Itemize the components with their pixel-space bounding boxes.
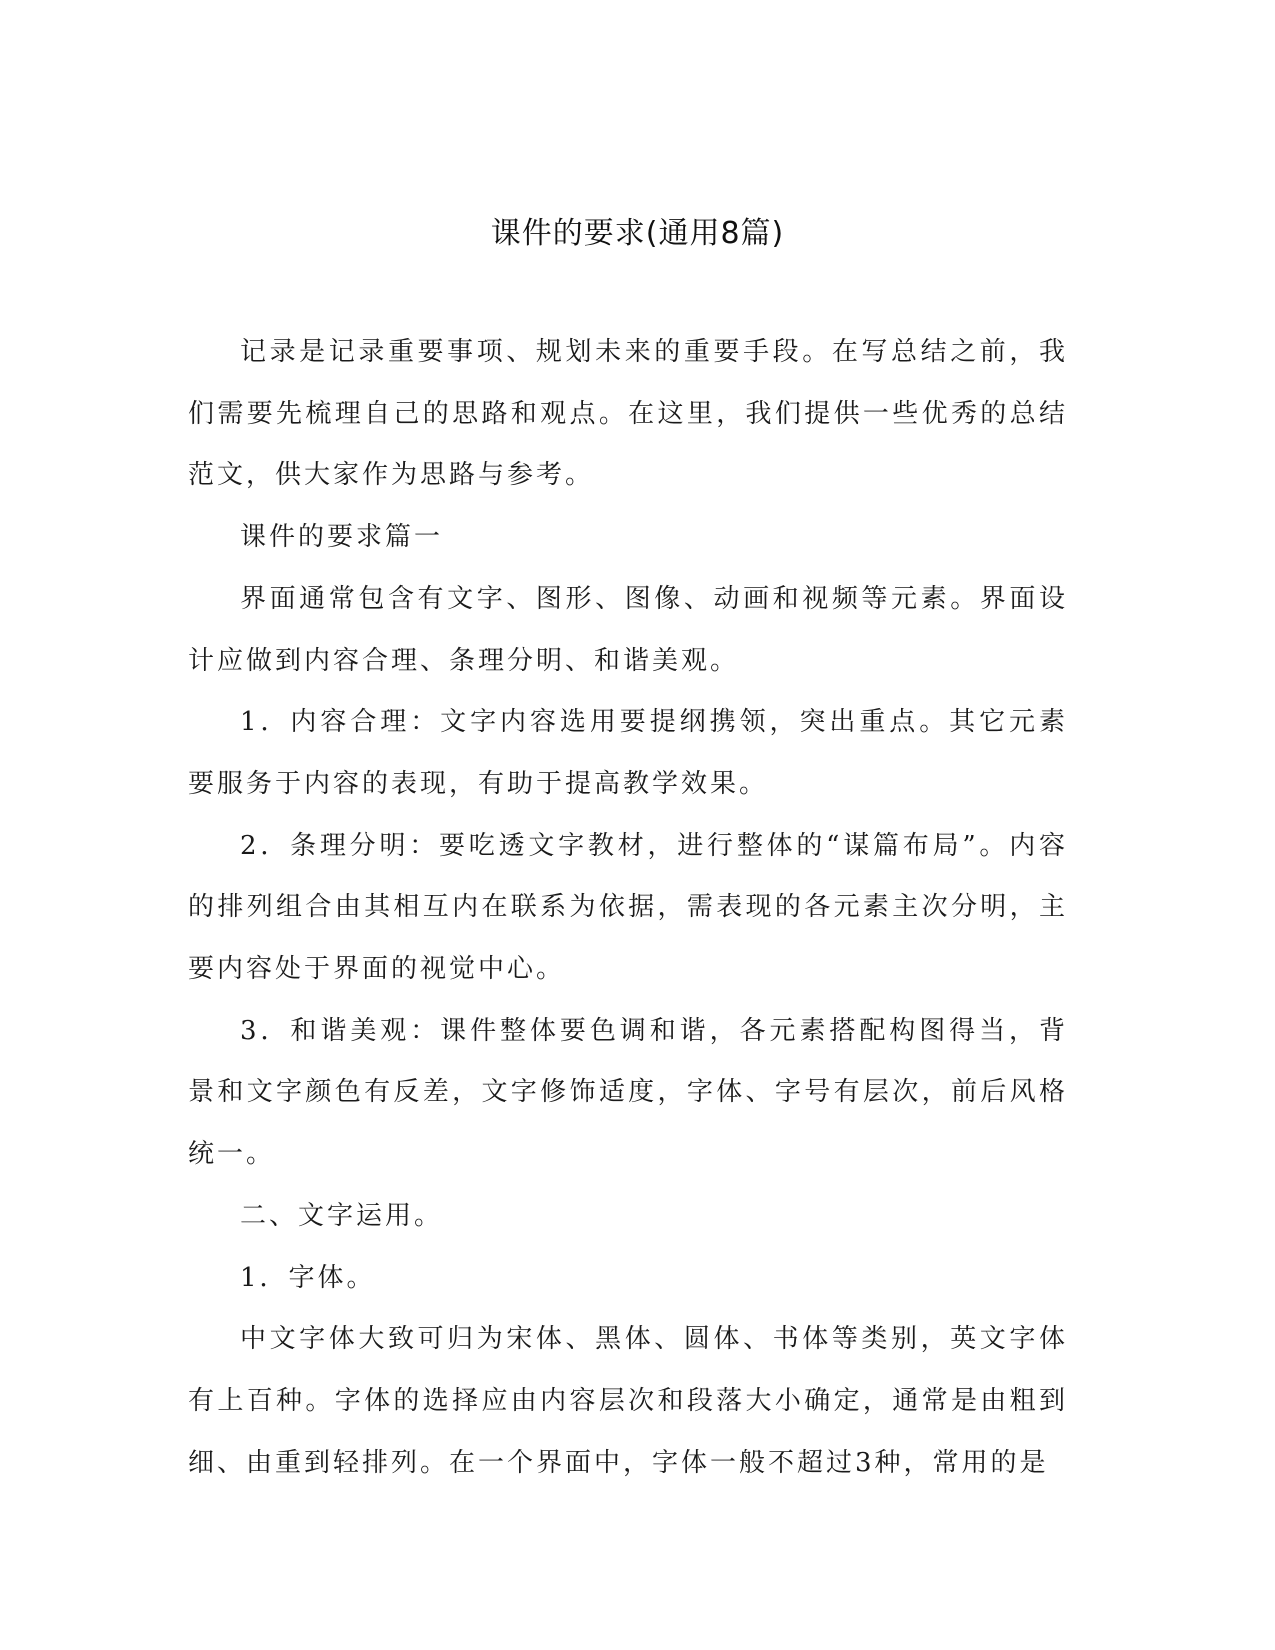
body-paragraph: 界面通常包含有文字、图形、图像、动画和视频等元素。界面设计应做到内容合理、条理分明、和谐美观。: [188, 583, 1068, 676]
body-paragraph: 中文字体大致可归为宋体、黑体、圆体、书体等类别，英文字体有上百种。字体的选择应由内容层次和段落大小确定，通常是由粗到细、由重到轻排列。在一个界面中，字体一般不超过3种，常用的是: [188, 1324, 1068, 1478]
list-item-2: 2．条理分明：要吃透文字教材，进行整体的“谋篇布局”。内容的排列组合由其相互内在联系为依据，需表现的各元素主次分明，主要内容处于界面的视觉中心。: [188, 830, 1068, 985]
document-body: [188, 322, 1068, 1494]
section-heading: 课件的要求篇一: [240, 522, 444, 553]
list-item-3: 3．和谐美观：课件整体要色调和谐，各元素搭配构图得当，背景和文字颜色有反差，文字修饰适度，字体、字号有层次，前后风格统一。: [188, 1015, 1068, 1170]
document-title: 课件的要求(通用8篇): [490, 216, 785, 251]
intro-paragraph: 记录是记录重要事项、规划未来的重要手段。在写总结之前，我们需要先梳理自己的思路和观点。在这里，我们提供一些优秀的总结范文，供大家作为思路与参考。: [188, 337, 1068, 491]
sub-item-heading: 1．字体。: [240, 1262, 376, 1293]
subsection-heading: 二、文字运用。: [240, 1200, 444, 1231]
list-item-1: 1．内容合理：文字内容选用要提纲携领，突出重点。其它元素要服务于内容的表现，有助于提高教学效果。: [188, 707, 1068, 799]
